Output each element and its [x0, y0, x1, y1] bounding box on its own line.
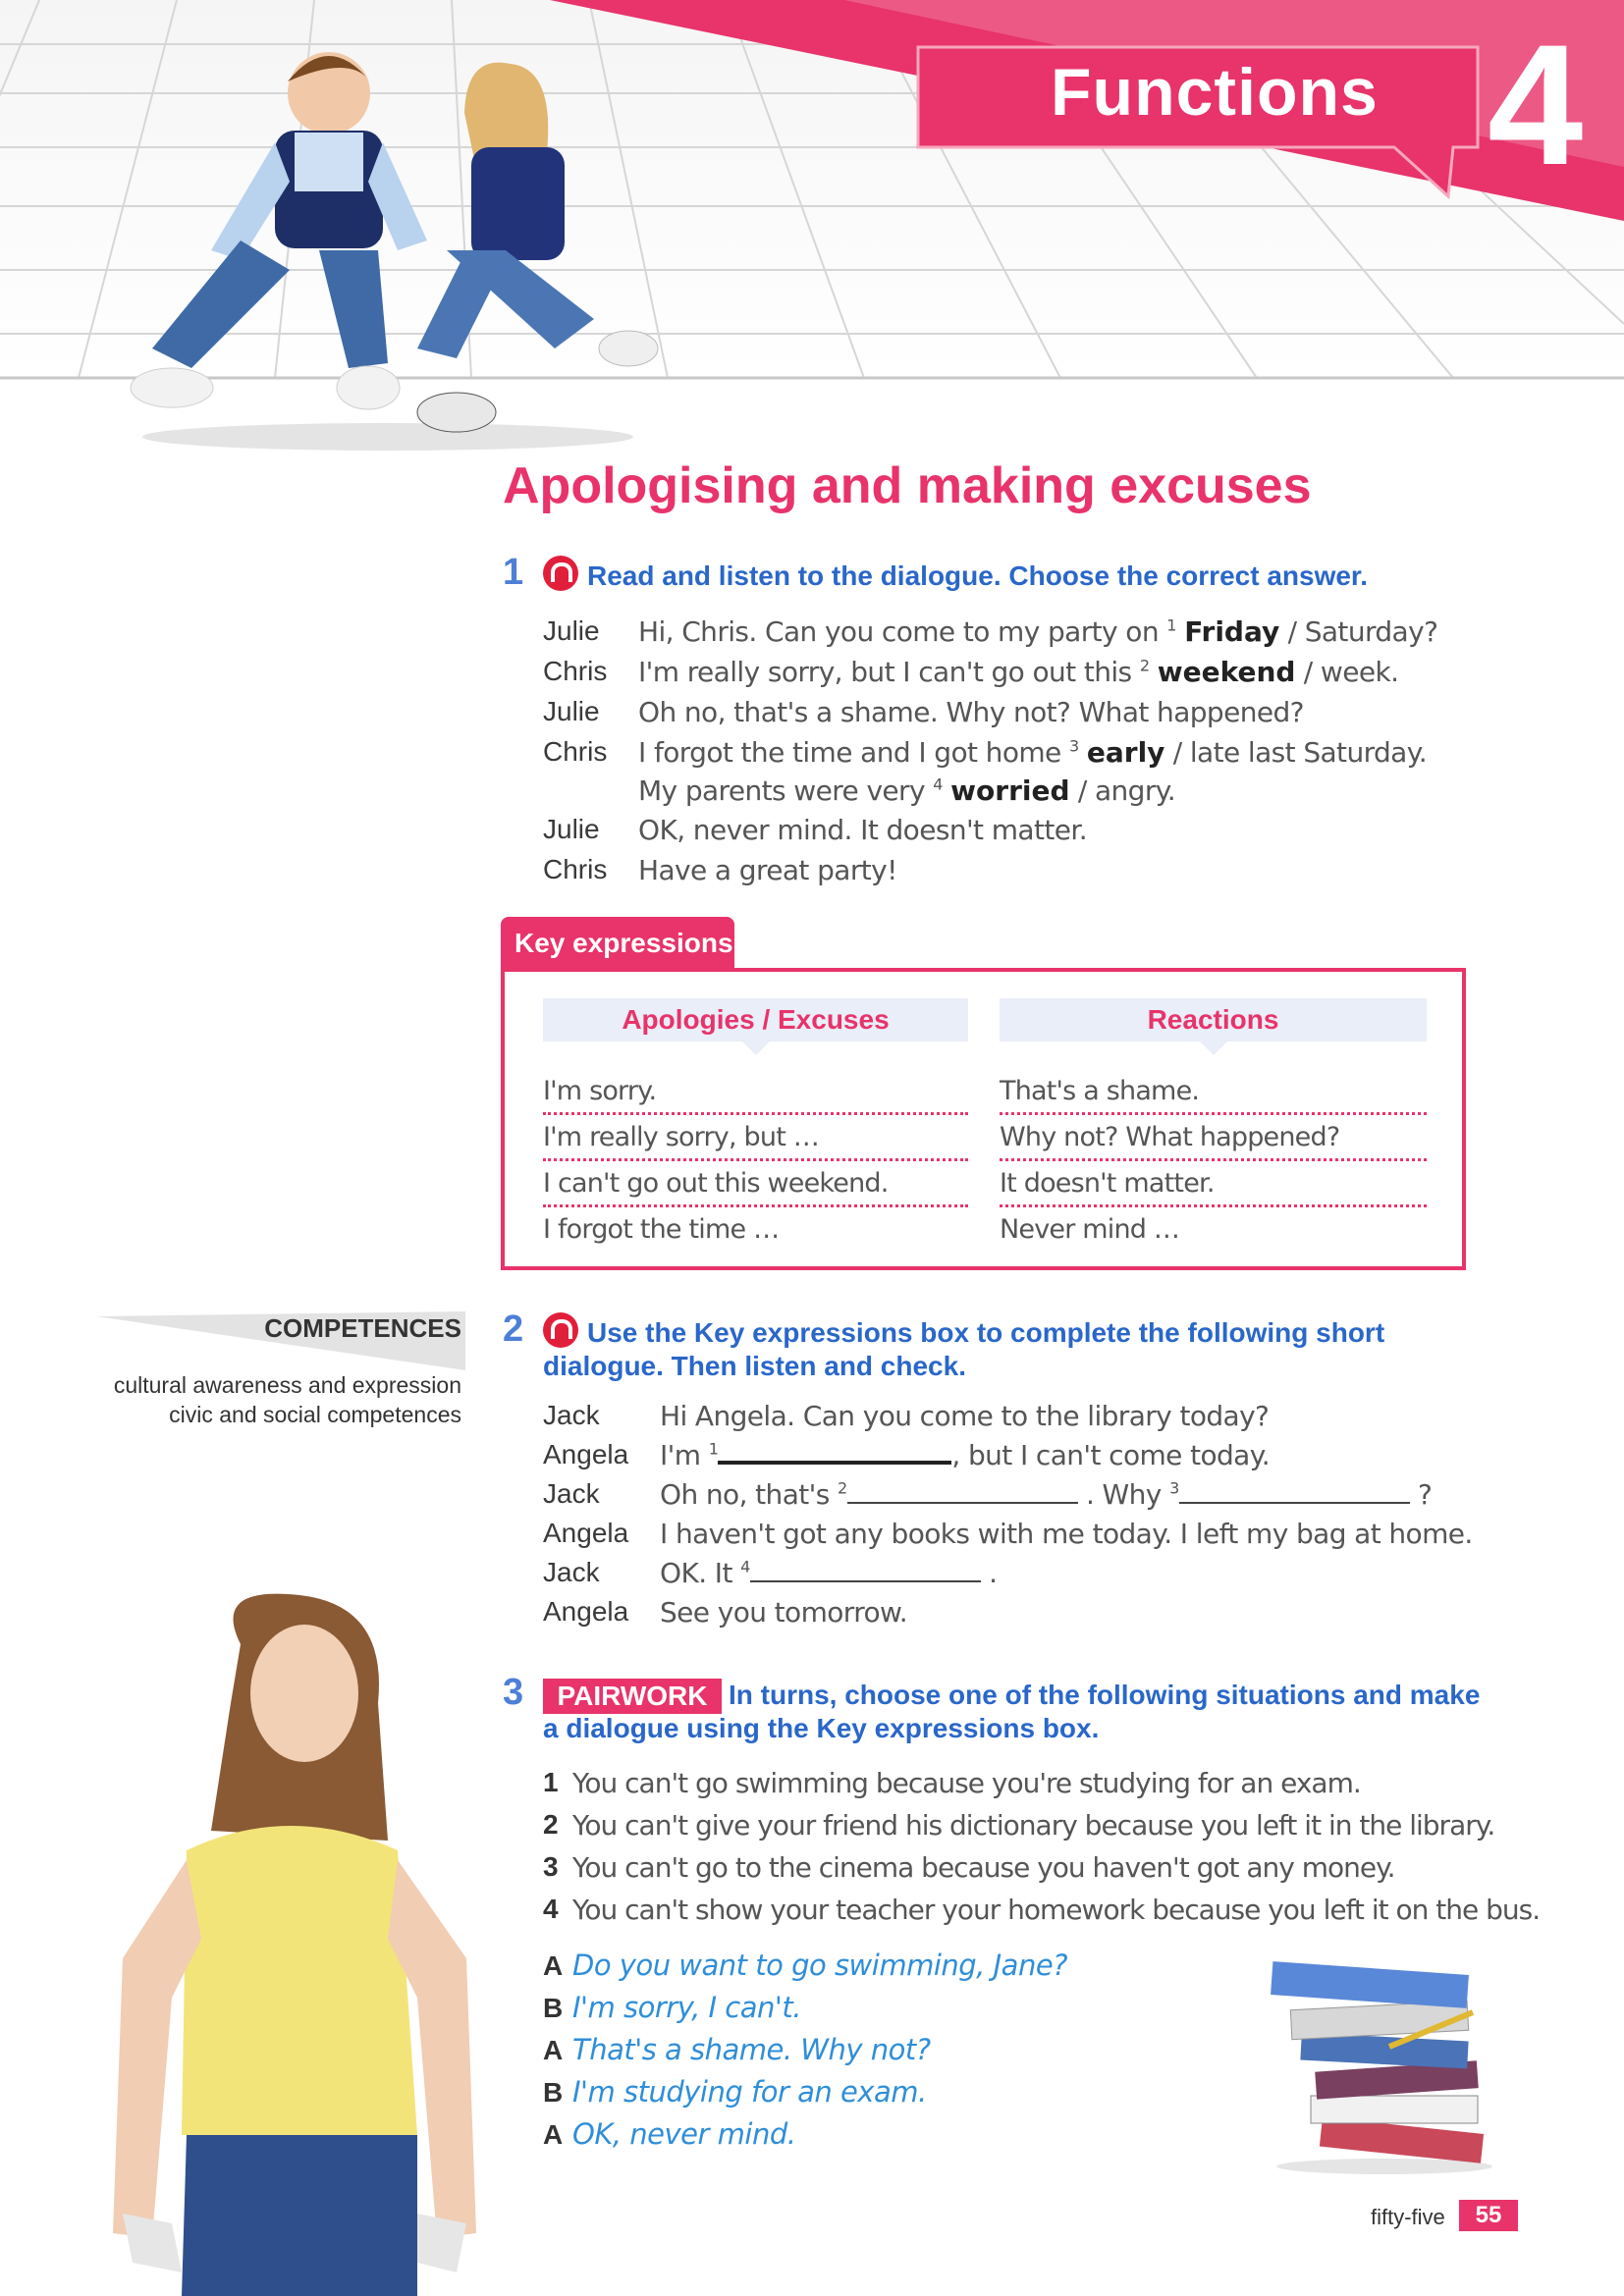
unit-title: Functions — [1051, 55, 1379, 130]
competences-title: COMPETENCES — [264, 1313, 461, 1343]
model-speaker: A — [543, 2035, 564, 2065]
dialogue-line: My parents were very $^4$ worried / angry. — [638, 774, 1176, 807]
expression-item: I forgot the time … — [543, 1214, 780, 1245]
audio-icon[interactable] — [543, 556, 578, 591]
competence-item: cultural awareness and expression — [113, 1372, 461, 1398]
model-line: OK, never mind. — [572, 2117, 796, 2151]
choice-option[interactable]: weekend — [1157, 656, 1296, 688]
dialogue-line: Hi Angela. Can you come to the library today? — [660, 1400, 1270, 1432]
expression-item: Never mind … — [1000, 1214, 1180, 1245]
speaker: Jack — [543, 1478, 600, 1509]
reactions-column-header: Reactions — [1000, 998, 1427, 1041]
model-line: That's a shame. Why not? — [572, 2033, 931, 2066]
dialogue-line: I'm $^1$ , but I can't come today. — [660, 1439, 1271, 1471]
model-speaker: A — [543, 2119, 564, 2150]
model-line: I'm sorry, I can't. — [572, 1991, 801, 2024]
key-expressions-label: Key expressions — [514, 928, 733, 958]
model-line: Do you want to go swimming, Jane? — [572, 1949, 1068, 1982]
situation-number: 1 — [543, 1767, 559, 1797]
speaker: Chris — [543, 854, 608, 884]
expression-item: I can't go out this weekend. — [543, 1168, 968, 1207]
speaker: Chris — [543, 736, 608, 767]
dialogue-line: Oh no, that's $^2$ . Why $^3$ ? — [660, 1478, 1433, 1511]
dialogue-line: I forgot the time and I got home $^3$ early / late last Saturday. — [638, 736, 1428, 769]
expression-item: That's a shame. — [1000, 1076, 1427, 1115]
speaker: Chris — [543, 656, 608, 686]
competence-item: civic and social competences — [169, 1402, 461, 1427]
page-number-word: fifty-five — [1371, 2205, 1445, 2229]
dialogue-line: See you tomorrow. — [660, 1596, 908, 1629]
dialogue-line: Hi, Chris. Can you come to my party on $^1$ Friday / Saturday? — [638, 615, 1438, 648]
speaker: Jack — [543, 1400, 600, 1430]
situation-number: 2 — [543, 1809, 559, 1840]
answer-blank-2[interactable] — [847, 1480, 1078, 1504]
page-number: 55 — [1459, 2200, 1518, 2231]
model-speaker: B — [543, 2077, 564, 2108]
key-expressions-tab — [501, 917, 734, 972]
expression-item: I'm really sorry, but … — [543, 1122, 968, 1161]
dialogue-line: Oh no, that's a shame. Why not? What happened? — [638, 696, 1304, 728]
speaker: Jack — [543, 1557, 600, 1587]
speaker: Angela — [543, 1596, 629, 1627]
dialogue-line: I haven't got any books with me today. I left my bag at home. — [660, 1518, 1473, 1550]
stack-of-books-photo — [1262, 1958, 1507, 2174]
situation-number: 3 — [543, 1851, 559, 1882]
dialogue-line: OK, never mind. It doesn't matter. — [638, 814, 1087, 846]
students-sitting-photo — [93, 25, 702, 456]
exercise-3-number: 3 — [503, 1672, 524, 1713]
choice-option[interactable]: worried — [950, 774, 1070, 807]
girl-empty-pockets-photo — [93, 1585, 506, 2296]
choice-option[interactable]: Saturday — [1304, 615, 1425, 648]
exercise-1-number: 1 — [503, 552, 524, 593]
dialogue-line: OK. It $^4$ . — [660, 1557, 998, 1589]
model-speaker: A — [543, 1950, 564, 1981]
situation-item: You can't go to the cinema because you haven't got any money. — [572, 1851, 1395, 1884]
speaker: Julie — [543, 814, 600, 844]
choice-option[interactable]: early — [1086, 736, 1165, 769]
choice-option[interactable]: week — [1320, 656, 1391, 688]
exercise-3-instruction: a dialogue using the Key expressions box. — [543, 1713, 1100, 1743]
situation-number: 4 — [543, 1894, 559, 1924]
lesson-title: Apologising and making excuses — [503, 457, 1312, 514]
expression-item: I'm sorry. — [543, 1076, 968, 1115]
model-line: I'm studying for an exam. — [572, 2075, 927, 2109]
situation-item: You can't give your friend his dictionary because you left it in the library. — [572, 1809, 1495, 1842]
expression-item: Why not? What happened? — [1000, 1122, 1427, 1161]
speaker: Julie — [543, 696, 600, 726]
exercise-1-instruction: Read and listen to the dialogue. Choose the correct answer. — [587, 561, 1369, 591]
speaker: Julie — [543, 615, 600, 646]
dialogue-line: Have a great party! — [638, 854, 897, 886]
answer-blank-3[interactable] — [1179, 1480, 1410, 1504]
exercise-2-instruction: Use the Key expressions box to complete the following short — [587, 1317, 1385, 1348]
model-speaker: B — [543, 1993, 564, 2023]
choice-option[interactable]: Friday — [1184, 615, 1280, 648]
choice-option[interactable]: angry — [1094, 774, 1167, 807]
exercise-2-number: 2 — [503, 1308, 524, 1350]
answer-blank-1[interactable] — [718, 1439, 951, 1465]
speaker: Angela — [543, 1439, 629, 1469]
dialogue-line: I'm really sorry, but I can't go out this $^2$ weekend / week. — [638, 656, 1399, 688]
answer-blank-4[interactable] — [750, 1559, 981, 1582]
choice-option[interactable]: late — [1189, 736, 1240, 769]
speaker: Angela — [543, 1518, 629, 1548]
audio-icon[interactable] — [543, 1312, 578, 1348]
exercise-3-instruction: In turns, choose one of the following situations and make — [729, 1680, 1481, 1710]
apologies-column-header: Apologies / Excuses — [543, 998, 968, 1041]
pairwork-badge: PAIRWORK — [543, 1679, 722, 1714]
situation-item: You can't go swimming because you're studying for an exam. — [572, 1767, 1361, 1799]
situation-item: You can't show your teacher your homework because you left it on the bus. — [572, 1894, 1541, 1926]
exercise-2-instruction: dialogue. Then listen and check. — [543, 1351, 966, 1381]
expression-item: It doesn't matter. — [1000, 1168, 1427, 1207]
unit-number: 4 — [1488, 10, 1584, 201]
